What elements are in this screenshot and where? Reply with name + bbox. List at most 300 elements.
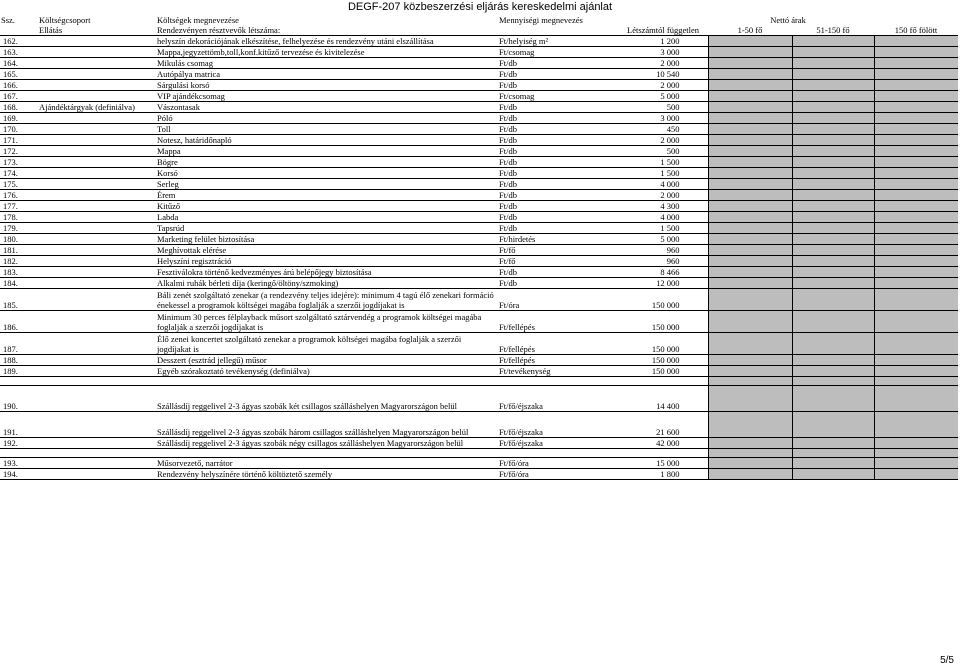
price-cell-na	[708, 47, 792, 58]
price-cell-na	[874, 168, 958, 179]
price-cell-na	[708, 201, 792, 212]
price-cell-na	[874, 386, 958, 412]
page-number: 5/5	[940, 655, 954, 666]
price-cell-na	[874, 438, 958, 449]
price-independent: 960	[618, 245, 708, 256]
price-cell-na	[708, 91, 792, 102]
price-independent: 15 000	[618, 458, 708, 469]
header-row-2	[0, 26, 958, 36]
price-independent: 3 000	[618, 47, 708, 58]
price-cell-na	[874, 113, 958, 124]
price-independent: 8 466	[618, 267, 708, 278]
table-row	[0, 223, 958, 234]
cost-group	[38, 201, 156, 212]
price-cell-na	[792, 212, 874, 223]
item-name: Élő zenei koncertet szolgáltató zenekar a programok költségei magába foglalják a szerzői jogdíjakat is	[156, 333, 498, 355]
unit: Ft/db	[498, 102, 618, 113]
row-number: 175.	[0, 179, 38, 190]
cost-group	[38, 355, 156, 366]
row-number: 177.	[0, 201, 38, 212]
item-name: Szállásdíj reggelivel 2-3 ágyas szobák négy csillagos szálláshelyen Magyarországon belül	[156, 438, 498, 449]
price-cell-na	[708, 102, 792, 113]
item-name: Mappa,jegyzettömb,toll,konf.kitűző tervezése és kivitelezése	[156, 47, 498, 58]
unit: Ft/db	[498, 201, 618, 212]
item-name: Marketing felület biztosítása	[156, 234, 498, 245]
item-name: VIP ajándékcsomag	[156, 91, 498, 102]
price-independent: 2 000	[618, 135, 708, 146]
price-independent: 500	[618, 146, 708, 157]
price-cell-na	[708, 267, 792, 278]
item-name: Vászontasak	[156, 102, 498, 113]
item-name: Tapsrúd	[156, 223, 498, 234]
price-cell-na	[708, 386, 792, 412]
price-cell-na	[792, 386, 874, 412]
cost-group	[38, 366, 156, 377]
row-number: 165.	[0, 69, 38, 80]
cost-group	[38, 135, 156, 146]
price-cell-na	[792, 113, 874, 124]
price-cell-na	[708, 212, 792, 223]
price-cell-na	[874, 80, 958, 91]
cost-group	[38, 212, 156, 223]
row-number: 189.	[0, 366, 38, 377]
unit: Ft/db	[498, 267, 618, 278]
unit: Ft/db	[498, 212, 618, 223]
item-name: Meghívottak elérése	[156, 245, 498, 256]
item-name: Rendezvény helyszínére történő költöztető személy	[156, 469, 498, 480]
unit: Ft/óra	[498, 289, 618, 311]
price-independent: 2 000	[618, 190, 708, 201]
price-cell-na	[792, 102, 874, 113]
unit: Ft/fő/óra	[498, 458, 618, 469]
header-51-150: 51-150 fő	[792, 26, 874, 36]
header-name: Költségek megnevezése	[157, 16, 239, 25]
table-row	[0, 36, 958, 47]
price-cell-na	[792, 311, 874, 333]
price-cell-na	[874, 190, 958, 201]
table-row	[0, 102, 958, 113]
unit: Ft/db	[498, 58, 618, 69]
unit: Ft/fellépés	[498, 333, 618, 355]
row-number: 181.	[0, 245, 38, 256]
price-cell-na	[874, 69, 958, 80]
unit: Ft/db	[498, 80, 618, 91]
cost-group	[38, 157, 156, 168]
cost-group	[38, 311, 156, 333]
price-cell-na	[792, 190, 874, 201]
table-row	[0, 69, 958, 80]
table-row	[0, 278, 958, 289]
price-independent: 150 000	[618, 311, 708, 333]
header-unit: Mennyiségi megnevezés	[499, 16, 583, 25]
cost-group	[38, 438, 156, 449]
cost-group	[38, 146, 156, 157]
unit: Ft/db	[498, 190, 618, 201]
price-cell-na	[874, 58, 958, 69]
cost-group	[38, 124, 156, 135]
table-row	[0, 289, 958, 311]
price-independent: 150 000	[618, 366, 708, 377]
unit: Ft/db	[498, 157, 618, 168]
cost-group	[38, 113, 156, 124]
cost-group	[38, 333, 156, 355]
item-name: Érem	[156, 190, 498, 201]
header-ssz: Ssz.	[1, 16, 15, 25]
item-name: Báli zenét szolgáltató zenekar (a rendezvény teljes idejére): minimum 4 tagú élő zenekari formáció énekessel a programok költségei magába foglalják a szerzői jogdíjakat is	[156, 289, 498, 311]
price-cell-na	[708, 278, 792, 289]
price-cell-na	[874, 47, 958, 58]
unit: Ft/hirdetés	[498, 234, 618, 245]
unit: Ft/fellépés	[498, 311, 618, 333]
table-row	[0, 201, 958, 212]
table-row	[0, 234, 958, 245]
table-row	[0, 190, 958, 201]
unit: Ft/db	[498, 69, 618, 80]
spacer-row	[0, 449, 958, 458]
price-independent: 1 200	[618, 36, 708, 47]
cost-group	[38, 69, 156, 80]
item-name: Sárgulási korsó	[156, 80, 498, 91]
spacer-row	[0, 377, 958, 386]
price-cell-na	[874, 256, 958, 267]
price-cell-na	[792, 333, 874, 355]
price-independent: 4 000	[618, 212, 708, 223]
price-cell-na	[792, 179, 874, 190]
row-number: 180.	[0, 234, 38, 245]
cost-group	[38, 47, 156, 58]
price-cell-na	[874, 146, 958, 157]
price-table	[0, 16, 958, 480]
price-cell-na	[708, 412, 792, 438]
price-independent: 4 300	[618, 201, 708, 212]
price-cell-na	[792, 223, 874, 234]
price-independent: 150 000	[618, 333, 708, 355]
price-cell-na	[792, 124, 874, 135]
item-name: Fesztiválokra történő kedvezményes árú belépőjegy biztosítása	[156, 267, 498, 278]
price-cell-na	[708, 157, 792, 168]
unit: Ft/fő/éjszaka	[498, 386, 618, 412]
price-cell-na	[708, 146, 792, 157]
cost-group	[38, 412, 156, 438]
price-cell-na	[874, 91, 958, 102]
item-name: Mappa	[156, 146, 498, 157]
price-cell-na	[708, 113, 792, 124]
price-cell-na	[792, 469, 874, 480]
unit: Ft/fő/óra	[498, 469, 618, 480]
cost-group	[38, 278, 156, 289]
unit: Ft/db	[498, 179, 618, 190]
price-independent: 2 000	[618, 58, 708, 69]
price-independent: 1 500	[618, 223, 708, 234]
price-cell-na	[874, 469, 958, 480]
item-name: Bögre	[156, 157, 498, 168]
price-cell-na	[708, 80, 792, 91]
header-150-plus: 150 fő fölött	[874, 26, 958, 36]
price-cell-na	[874, 234, 958, 245]
table-row	[0, 47, 958, 58]
cost-group	[38, 267, 156, 278]
price-cell-na	[874, 179, 958, 190]
row-number: 169.	[0, 113, 38, 124]
price-cell-na	[792, 355, 874, 366]
table-row	[0, 438, 958, 449]
row-number: 167.	[0, 91, 38, 102]
cost-group	[38, 36, 156, 47]
price-cell-na	[792, 58, 874, 69]
item-name: Póló	[156, 113, 498, 124]
item-name: Labda	[156, 212, 498, 223]
unit: Ft/db	[498, 168, 618, 179]
cost-group	[38, 223, 156, 234]
price-cell-na	[708, 58, 792, 69]
price-cell-na	[792, 412, 874, 438]
price-cell-na	[708, 311, 792, 333]
price-cell-na	[874, 278, 958, 289]
price-cell-na	[874, 135, 958, 146]
table-row	[0, 179, 958, 190]
table-row	[0, 157, 958, 168]
cost-group	[38, 168, 156, 179]
price-cell-na	[708, 124, 792, 135]
item-name: Szállásdíj reggelivel 2-3 ágyas szobák három csillagos szálláshelyen Magyarországon belül	[156, 412, 498, 438]
table-row	[0, 412, 958, 438]
price-cell-na	[708, 179, 792, 190]
price-cell-na	[708, 355, 792, 366]
price-independent: 1 500	[618, 168, 708, 179]
price-independent: 21 600	[618, 412, 708, 438]
price-independent: 450	[618, 124, 708, 135]
item-name: helyszín dekorációjának elkészítése, felhelyezése és rendezvény utáni elszállítása	[156, 36, 498, 47]
item-name: Helyszíni regisztráció	[156, 256, 498, 267]
item-name: Mikulás csomag	[156, 58, 498, 69]
row-number: 193.	[0, 458, 38, 469]
price-cell-na	[708, 245, 792, 256]
price-independent: 960	[618, 256, 708, 267]
item-name: Szállásdíj reggelivel 2-3 ágyas szobák két csillagos szálláshelyen Magyarországon belül	[156, 386, 498, 412]
price-cell-na	[874, 289, 958, 311]
item-name: Kitűző	[156, 201, 498, 212]
table-row	[0, 168, 958, 179]
price-cell-na	[792, 278, 874, 289]
price-cell-na	[792, 47, 874, 58]
price-cell-na	[792, 366, 874, 377]
price-cell-na	[874, 412, 958, 438]
row-number: 163.	[0, 47, 38, 58]
row-number: 192.	[0, 438, 38, 449]
row-number: 184.	[0, 278, 38, 289]
cost-group	[38, 256, 156, 267]
unit: Ft/db	[498, 124, 618, 135]
price-cell-na	[874, 201, 958, 212]
table-row	[0, 256, 958, 267]
table-row	[0, 80, 958, 91]
table-row	[0, 113, 958, 124]
cost-group	[38, 386, 156, 412]
price-cell-na	[874, 36, 958, 47]
header-group: Költségcsoport	[39, 16, 91, 25]
cost-group	[38, 234, 156, 245]
header-ellatas: Ellátás	[38, 26, 156, 36]
price-cell-na	[708, 333, 792, 355]
header-row-1	[0, 16, 958, 26]
unit: Ft/fő	[498, 245, 618, 256]
row-number: 183.	[0, 267, 38, 278]
price-cell-na	[708, 234, 792, 245]
item-name: Toll	[156, 124, 498, 135]
table-row	[0, 386, 958, 412]
item-name: Korsó	[156, 168, 498, 179]
price-independent: 1 800	[618, 469, 708, 480]
unit: Ft/fő	[498, 256, 618, 267]
cost-group	[38, 91, 156, 102]
price-cell-na	[792, 91, 874, 102]
item-name: Alkalmi ruhák bérleti díja (keringő/öltöny/szmoking)	[156, 278, 498, 289]
price-cell-na	[708, 458, 792, 469]
cost-group	[38, 190, 156, 201]
item-name: Műsorvezető, narrátor	[156, 458, 498, 469]
item-name: Desszert (esztrád jellegű) műsor	[156, 355, 498, 366]
price-independent: 5 000	[618, 234, 708, 245]
price-cell-na	[792, 267, 874, 278]
price-cell-na	[874, 366, 958, 377]
unit: Ft/fő/éjszaka	[498, 438, 618, 449]
table-row	[0, 135, 958, 146]
header-participants: Rendezvényen résztvevők létszáma:	[156, 26, 498, 36]
price-cell-na	[874, 223, 958, 234]
price-cell-na	[792, 146, 874, 157]
price-cell-na	[792, 135, 874, 146]
header-1-50: 1-50 fő	[708, 26, 792, 36]
row-number: 164.	[0, 58, 38, 69]
table-row	[0, 267, 958, 278]
table-row	[0, 355, 958, 366]
row-number: 171.	[0, 135, 38, 146]
header-independent: Létszámtól független	[618, 26, 708, 36]
row-number: 162.	[0, 36, 38, 47]
row-number: 191.	[0, 412, 38, 438]
price-cell-na	[792, 168, 874, 179]
cost-group	[38, 179, 156, 190]
price-cell-na	[708, 223, 792, 234]
price-independent: 1 500	[618, 157, 708, 168]
price-cell-na	[708, 190, 792, 201]
price-cell-na	[874, 458, 958, 469]
price-cell-na	[874, 333, 958, 355]
row-number: 170.	[0, 124, 38, 135]
price-cell-na	[792, 234, 874, 245]
price-cell-na	[708, 289, 792, 311]
table-row	[0, 333, 958, 355]
row-number: 172.	[0, 146, 38, 157]
cost-group	[38, 289, 156, 311]
row-number: 185.	[0, 289, 38, 311]
price-independent: 10 540	[618, 69, 708, 80]
row-number: 182.	[0, 256, 38, 267]
row-number: 188.	[0, 355, 38, 366]
price-cell-na	[874, 267, 958, 278]
row-number: 186.	[0, 311, 38, 333]
item-name: Egyéb szórakoztató tevékenység (definiálva)	[156, 366, 498, 377]
unit: Ft/db	[498, 135, 618, 146]
price-cell-na	[792, 438, 874, 449]
price-independent: 150 000	[618, 355, 708, 366]
table-row	[0, 366, 958, 377]
price-cell-na	[708, 135, 792, 146]
price-cell-na	[792, 80, 874, 91]
item-name: Autópálya matrica	[156, 69, 498, 80]
price-cell-na	[874, 124, 958, 135]
row-number: 187.	[0, 333, 38, 355]
row-number: 174.	[0, 168, 38, 179]
unit: Ft/csomag	[498, 47, 618, 58]
unit: Ft/fellépés	[498, 355, 618, 366]
unit: Ft/fő/éjszaka	[498, 412, 618, 438]
cost-group	[38, 58, 156, 69]
table-row	[0, 146, 958, 157]
cost-group: Ajándéktárgyak (definiálva)	[38, 102, 156, 113]
table-row	[0, 311, 958, 333]
table-body	[0, 36, 958, 480]
price-cell-na	[874, 245, 958, 256]
unit: Ft/helyiség m²	[498, 36, 618, 47]
price-cell-na	[792, 245, 874, 256]
cost-group	[38, 458, 156, 469]
table-row	[0, 458, 958, 469]
cost-group	[38, 245, 156, 256]
table-row	[0, 469, 958, 480]
price-independent: 2 000	[618, 80, 708, 91]
unit: Ft/csomag	[498, 91, 618, 102]
price-independent: 14 400	[618, 386, 708, 412]
unit: Ft/tevékenység	[498, 366, 618, 377]
table-row	[0, 58, 958, 69]
price-independent: 42 000	[618, 438, 708, 449]
unit: Ft/db	[498, 278, 618, 289]
price-independent: 5 000	[618, 91, 708, 102]
header-prices: Nettó árak	[770, 16, 806, 25]
price-cell-na	[792, 201, 874, 212]
row-number: 194.	[0, 469, 38, 480]
price-cell-na	[708, 438, 792, 449]
item-name: Minimum 30 perces félplayback műsort szolgáltató sztárvendég a programok költségei magába foglalják a szerzői jogdíjakat is	[156, 311, 498, 333]
page-title: DEGF-207 közbeszerzési eljárás kereskedelmi ajánlat	[347, 1, 613, 13]
price-cell-na	[874, 102, 958, 113]
row-number: 176.	[0, 190, 38, 201]
price-cell-na	[874, 212, 958, 223]
table-row	[0, 124, 958, 135]
unit: Ft/db	[498, 113, 618, 124]
price-cell-na	[708, 168, 792, 179]
price-cell-na	[708, 69, 792, 80]
price-cell-na	[874, 311, 958, 333]
table-row	[0, 91, 958, 102]
price-independent: 12 000	[618, 278, 708, 289]
row-number: 179.	[0, 223, 38, 234]
price-cell-na	[792, 36, 874, 47]
price-cell-na	[708, 256, 792, 267]
table-row	[0, 245, 958, 256]
row-number: 190.	[0, 386, 38, 412]
row-number: 166.	[0, 80, 38, 91]
price-cell-na	[792, 289, 874, 311]
price-independent: 4 000	[618, 179, 708, 190]
item-name: Notesz, határidőnapló	[156, 135, 498, 146]
cost-group	[38, 80, 156, 91]
price-cell-na	[708, 469, 792, 480]
unit: Ft/db	[498, 146, 618, 157]
row-number: 178.	[0, 212, 38, 223]
price-cell-na	[874, 157, 958, 168]
